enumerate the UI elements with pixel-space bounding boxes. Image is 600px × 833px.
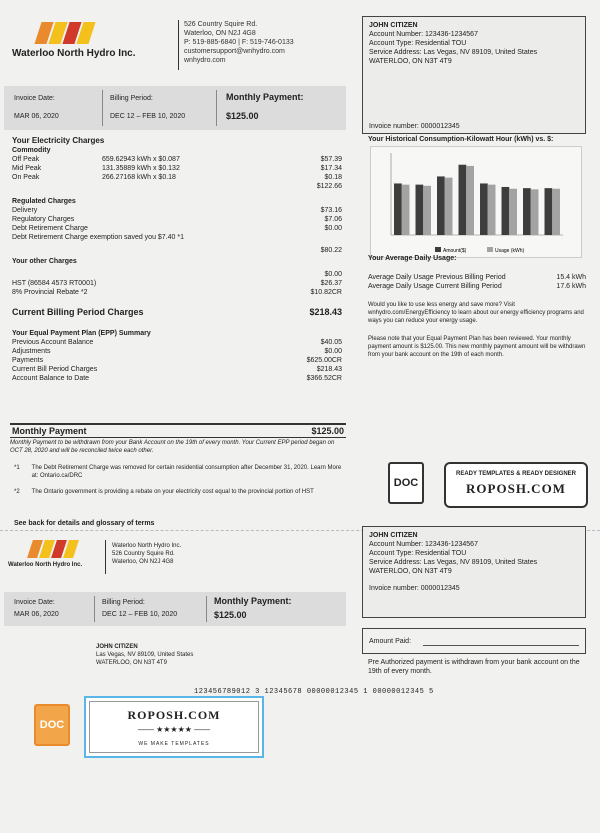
customer-city: WATERLOO, ON N3T 4T9 (369, 58, 452, 65)
daily-curr-value: 17.6 kWh (556, 283, 586, 290)
daily-curr-label: Average Daily Usage Current Billing Period (368, 283, 502, 290)
charge-label: Account Balance to Date (12, 375, 90, 382)
monthly-payment-label: Monthly Payment: (226, 92, 304, 102)
stub-company-name-2: Waterloo North Hydro Inc. (112, 543, 182, 549)
charge-amount: $73.16 (320, 207, 342, 214)
stub-account-number: Account Number: 123436-1234567 (369, 541, 478, 548)
doc-icon-label: DOC (393, 477, 419, 489)
stub-company-name: Waterloo North Hydro Inc. (8, 562, 83, 568)
banner-brand: ROPOSH.COM (466, 481, 566, 496)
charge-row (12, 347, 342, 356)
charge-amount: $10.82CR (310, 289, 342, 296)
company-address-block (184, 20, 344, 65)
company-email: customersupport@wnhydro.com (184, 48, 285, 55)
footnote-2-mark: *2 (14, 489, 20, 495)
footnote-1 (14, 464, 344, 480)
stub-invoice-date-label: Invoice Date: (14, 599, 55, 606)
other-blank-amount: $0.00 (324, 271, 342, 278)
amount-paid-label: Amount Paid: (369, 638, 412, 645)
invoice-date: MAR 06, 2020 (14, 113, 59, 120)
chart-bar (402, 185, 410, 235)
see-back-note: See back for details and glossary of terms (14, 520, 155, 527)
chart-legend-label: Usage (kWh) (495, 248, 525, 254)
company-name: Waterloo North Hydro Inc. (12, 48, 136, 59)
charge-amount: $625.00CR (306, 357, 342, 364)
charge-label: Payments (12, 357, 44, 364)
stamp-brand: ROPOSH.COM (127, 708, 221, 722)
charge-row (12, 356, 342, 365)
epp-rows (12, 338, 342, 383)
chart-legend-swatch (435, 247, 441, 252)
charge-label: Mid Peak (12, 165, 42, 172)
charge-row (12, 164, 342, 173)
daily-curr-row (368, 282, 586, 291)
charge-row (12, 279, 342, 288)
pap-note: Pre Authorized payment is withdrawn from your bank account on the 19th of every month. (368, 659, 580, 675)
chart-bar (509, 189, 517, 235)
charge-amount: $57.39 (320, 156, 342, 163)
amount-paid-line (423, 645, 579, 646)
epp-title: Your Equal Payment Plan (EPP) Summary (12, 330, 151, 337)
stub-billing-period-label: Billing Period: (102, 599, 145, 606)
charge-amount: $17.34 (320, 165, 342, 172)
stub-customer-city: WATERLOO, ON N3T 4T9 (369, 568, 452, 575)
stub-header-band (4, 592, 346, 626)
service-address: Service Address: Las Vegas, NV 89109, United States (369, 49, 538, 56)
stub-divider-1 (94, 596, 95, 622)
chart-bar (394, 183, 402, 235)
charge-label: Regulatory Charges (12, 216, 75, 223)
monthly-amount: $125.00 (311, 426, 344, 436)
chart-bar (437, 176, 445, 235)
doc-icon (388, 462, 424, 504)
account-number: Account Number: 123436-1234567 (369, 31, 478, 38)
monthly-payment-amount: $125.00 (226, 111, 259, 121)
electricity-subtotal: $122.66 (316, 183, 342, 190)
monthly-row (10, 425, 346, 437)
company-phone: P: 519-885-6840 | F: 519-746-0133 (184, 39, 294, 46)
charge-amount: $0.00 (324, 225, 342, 232)
stub-billing-period: DEC 12 – FEB 10, 2020 (102, 611, 178, 618)
charge-row (12, 233, 342, 242)
stub-monthly-amount: $125.00 (214, 610, 247, 620)
chart-bar (480, 183, 488, 235)
company-address-line2: Waterloo, ON N2J 4G8 (184, 30, 256, 37)
chart-legend-label: Amount($) (443, 248, 467, 254)
chart-bar (545, 188, 553, 235)
other-rows (12, 279, 342, 297)
other-blank-row (12, 270, 342, 279)
charge-label: Previous Account Balance (12, 339, 94, 346)
chart-bar (552, 189, 560, 235)
stub-customer-box (362, 526, 586, 618)
stub-mail-line1: Las Vegas, NV 89109, United States (96, 652, 194, 658)
charge-amount: $26.37 (320, 280, 342, 287)
charge-label: HST (86584 4573 RT0001) (12, 280, 97, 287)
charge-label: Delivery (12, 207, 38, 214)
footnote-1-mark: *1 (14, 465, 20, 471)
stub-customer-name: JOHN CITIZEN (369, 532, 418, 539)
monthly-rule-bottom (10, 437, 346, 438)
consumption-chart (370, 146, 582, 258)
chart-bar (502, 187, 510, 235)
current-charges-label: Current Billing Period Charges (12, 307, 144, 317)
billing-period-label: Billing Period: (110, 95, 153, 102)
daily-prev-value: 15.4 kWh (556, 274, 586, 281)
charge-label: Adjustments (12, 348, 51, 355)
footnote-2 (14, 488, 344, 496)
chart-bar (488, 185, 496, 235)
stub-logo-mark (30, 540, 82, 558)
header-divider-2 (216, 90, 217, 126)
charge-amount: $218.43 (316, 366, 342, 373)
chart-bar (416, 185, 424, 235)
charge-usage: 659.62943 kWh x $0.087 (102, 156, 180, 163)
stub-mail-line2: WATERLOO, ON N3T 4T9 (96, 660, 167, 666)
charge-label: On Peak (12, 174, 40, 181)
company-web: wnhydro.com (184, 57, 226, 64)
charge-row (12, 215, 342, 224)
invoice-number: Invoice number: 0000012345 (369, 123, 460, 130)
header-divider-1 (102, 90, 103, 126)
charge-row (12, 155, 342, 164)
monthly-note: Monthly Payment to be withdrawn from your Bank Account on the 19th of every month. Your Current EPP period began on OCT 28, 2020 and will be reconciled twice each other. (10, 440, 335, 454)
daily-title: Your Average Daily Usage: (368, 255, 457, 262)
stub-divider-2 (206, 596, 207, 622)
energy-tip: Would you like to use less energy and save more? Visit wnhydro.com/EnergyEfficiency to learn about our energy efficiency programs and ways you can reduce your energy usage. (368, 302, 584, 324)
charge-usage: 266.27168 kWh x $0.18 (102, 174, 176, 181)
stub-mail-name: JOHN CITIZEN (96, 644, 138, 650)
charge-label: Debt Retirement Charge (12, 225, 88, 232)
current-charges-amount: $218.43 (309, 307, 342, 317)
stub-service-address: Service Address: Las Vegas, NV 89109, United States (369, 559, 538, 566)
stamp-sub: WE MAKE TEMPLATES (138, 741, 210, 747)
logo-divider (178, 20, 179, 70)
roposh-banner (444, 462, 588, 508)
charge-amount: $0.18 (324, 174, 342, 181)
chart-bar (445, 178, 453, 235)
regulated-subtotal-row (12, 246, 342, 255)
charge-row (12, 338, 342, 347)
regulated-title: Regulated Charges (12, 198, 76, 205)
charge-usage: 131.35889 kWh x $0.132 (102, 165, 180, 172)
regulated-rows (12, 206, 342, 242)
charge-label: 8% Provincial Rebate *2 (12, 289, 88, 296)
other-title: Your other Charges (12, 258, 77, 265)
stub-mail-address (96, 643, 193, 667)
charge-row (12, 374, 342, 383)
electricity-subtotal-row (12, 182, 342, 191)
daily-prev-label: Average Daily Usage Previous Billing Period (368, 274, 506, 281)
daily-usage-section (368, 254, 586, 359)
footnotes (14, 464, 344, 496)
stamp-inner (89, 701, 259, 753)
monthly-label: Monthly Payment (12, 426, 87, 436)
account-type: Account Type: Residential TOU (369, 40, 467, 47)
charge-amount: $0.00 (324, 348, 342, 355)
doc-icon-orange (34, 704, 70, 746)
chart-bar (459, 165, 467, 235)
commodity-label: Commodity (12, 147, 51, 154)
chart-legend-swatch (487, 247, 493, 252)
electricity-title: Your Electricity Charges (12, 136, 105, 145)
charge-row (12, 206, 342, 215)
chart-bar (523, 188, 531, 235)
stub-account-type: Account Type: Residential TOU (369, 550, 467, 557)
stub-address-line2: Waterloo, ON N2J 4G8 (112, 559, 174, 565)
amount-paid-box[interactable] (362, 628, 586, 654)
charge-row (12, 173, 342, 182)
charge-row (12, 288, 342, 297)
daily-prev-row (368, 273, 586, 282)
stub-logo (8, 540, 82, 569)
company-address-line1: 526 Country Squire Rd. (184, 21, 258, 28)
footnote-2-text: The Ontario government is providing a rebate on your electricity cost equal to the provincial portion of HST (31, 489, 314, 495)
charge-amount: $7.06 (324, 216, 342, 223)
roposh-stamp (84, 696, 264, 758)
charge-amount: $366.52CR (306, 375, 342, 382)
chart-svg (371, 147, 583, 259)
chart-title: Your Historical Consumption-Kilowatt Hour (kWh) vs. $: (368, 136, 554, 143)
chart-bar (466, 166, 474, 235)
charge-label: Current Bill Period Charges (12, 366, 98, 373)
current-charges-row (12, 307, 342, 317)
billing-period: DEC 12 – FEB 10, 2020 (110, 113, 186, 120)
chart-bar (531, 189, 539, 235)
stub-monthly-label: Monthly Payment: (214, 596, 292, 606)
chart-bar (423, 186, 431, 235)
stub-address-line1: 526 Country Squire Rd. (112, 551, 175, 557)
customer-box (362, 16, 586, 134)
footnote-1-text: The Debt Retirement Charge was removed for certain residential consumption after December 31, 2020. Learn More at: Ontario.ca/DRC (31, 465, 342, 479)
stub-logo-divider (105, 540, 106, 574)
stamp-stars: —— ★★★★★ —— (137, 725, 211, 734)
stub-invoice-date: MAR 06, 2020 (14, 611, 59, 618)
logo-mark (38, 22, 136, 44)
doc-icon-orange-label: DOC (39, 719, 65, 731)
stub-invoice-number: Invoice number: 0000012345 (369, 585, 460, 592)
banner-top-text: READY TEMPLATES & READY DESIGNER (455, 471, 577, 477)
charge-label: Debt Retirement Charge exemption saved you $7.40 *1 (12, 234, 184, 241)
company-logo (12, 22, 136, 59)
stub-company-address (112, 542, 181, 566)
charge-label: Off Peak (12, 156, 40, 163)
epp-review-note: Please note that your Equal Payment Plan has been reviewed. Your monthly payment amount is $125.00. This new monthly payment amount will be withdrawn from your bank account on the 19th of each month. (368, 336, 586, 358)
regulated-subtotal: $80.22 (320, 247, 342, 254)
charges-section (12, 136, 342, 383)
charge-row (12, 365, 342, 374)
electricity-rows (12, 155, 342, 182)
charge-amount: $40.05 (320, 339, 342, 346)
monthly-payment-band (10, 423, 346, 455)
barcode-line: 123456789012 3 12345678 00000012345 1 00000012345 5 (194, 688, 434, 696)
invoice-date-label: Invoice Date: (14, 95, 55, 102)
invoice-header-band (4, 86, 346, 130)
charge-row (12, 224, 342, 233)
customer-name: JOHN CITIZEN (369, 22, 418, 29)
